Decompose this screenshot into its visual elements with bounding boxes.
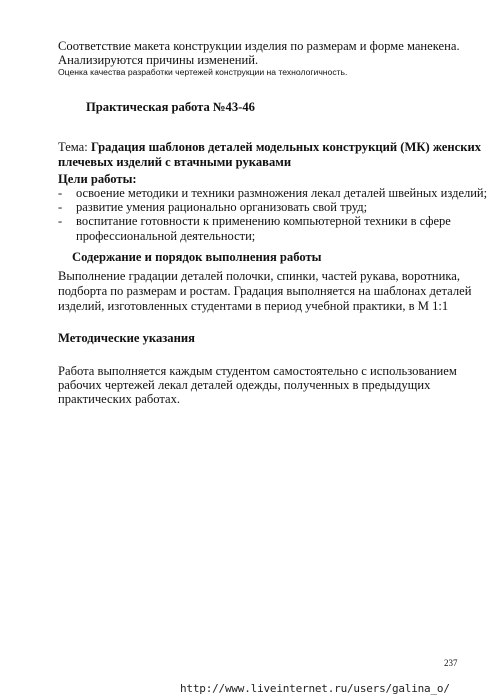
topic-prefix: Тема: bbox=[58, 140, 91, 154]
methods-line-3: практических работах. bbox=[58, 392, 181, 406]
work-title: Практическая работа №43-46 bbox=[86, 100, 255, 114]
goal-text-line-2: профессиональной деятельности; bbox=[76, 229, 256, 243]
bullet-marker: - bbox=[58, 200, 63, 214]
goal-text: развитие умения рационально организовать свой труд; bbox=[76, 200, 368, 214]
procedure-heading: Содержание и порядок выполнения работы bbox=[72, 250, 322, 264]
goal-item-1 bbox=[58, 186, 488, 201]
goal-item-3 bbox=[58, 214, 458, 244]
procedure-line-2: подборта по размерам и ростам. Градация выполняется на шаблонах деталей bbox=[58, 284, 472, 298]
bullet-marker: - bbox=[58, 214, 63, 228]
methods-line-1: Работа выполняется каждым студентом самостоятельно с использованием bbox=[58, 364, 457, 378]
topic-line-2: плечевых изделий с втачными рукавами bbox=[58, 155, 292, 169]
page-number: 237 bbox=[444, 658, 458, 668]
goal-item-2 bbox=[58, 200, 458, 215]
watermark-url: http://www.liveinternet.ru/users/galina_o/ bbox=[180, 682, 450, 695]
methods-line-2: рабочих чертежей лекал деталей одежды, полученных в предыдущих bbox=[58, 378, 431, 392]
goals-heading: Цели работы: bbox=[58, 172, 137, 186]
topic-line-1 bbox=[58, 141, 481, 154]
intro-line-2: Анализируются причины изменений. bbox=[58, 53, 259, 67]
intro-line-3: Оценка качества разработки чертежей конструкции на технологичность. bbox=[58, 67, 348, 77]
methods-heading: Методические указания bbox=[58, 331, 195, 345]
bullet-marker: - bbox=[58, 186, 63, 200]
topic-title-part-1: Градация шаблонов деталей модельных конструкций (МК) женских bbox=[90, 140, 482, 154]
goal-text: освоение методики и техники размножения лекал деталей швейных изделий; bbox=[76, 186, 488, 200]
goal-text-line-1: воспитание готовности к применению компьютерной техники в сфере bbox=[76, 214, 451, 228]
procedure-line-3: изделий, изготовленных студентами в период учебной практики, в М 1:1 bbox=[58, 299, 449, 313]
procedure-line-1: Выполнение градации деталей полочки, спинки, частей рукава, воротника, bbox=[58, 269, 461, 283]
intro-line-1: Соответствие макета конструкции изделия по размерам и форме манекена. bbox=[58, 39, 460, 53]
